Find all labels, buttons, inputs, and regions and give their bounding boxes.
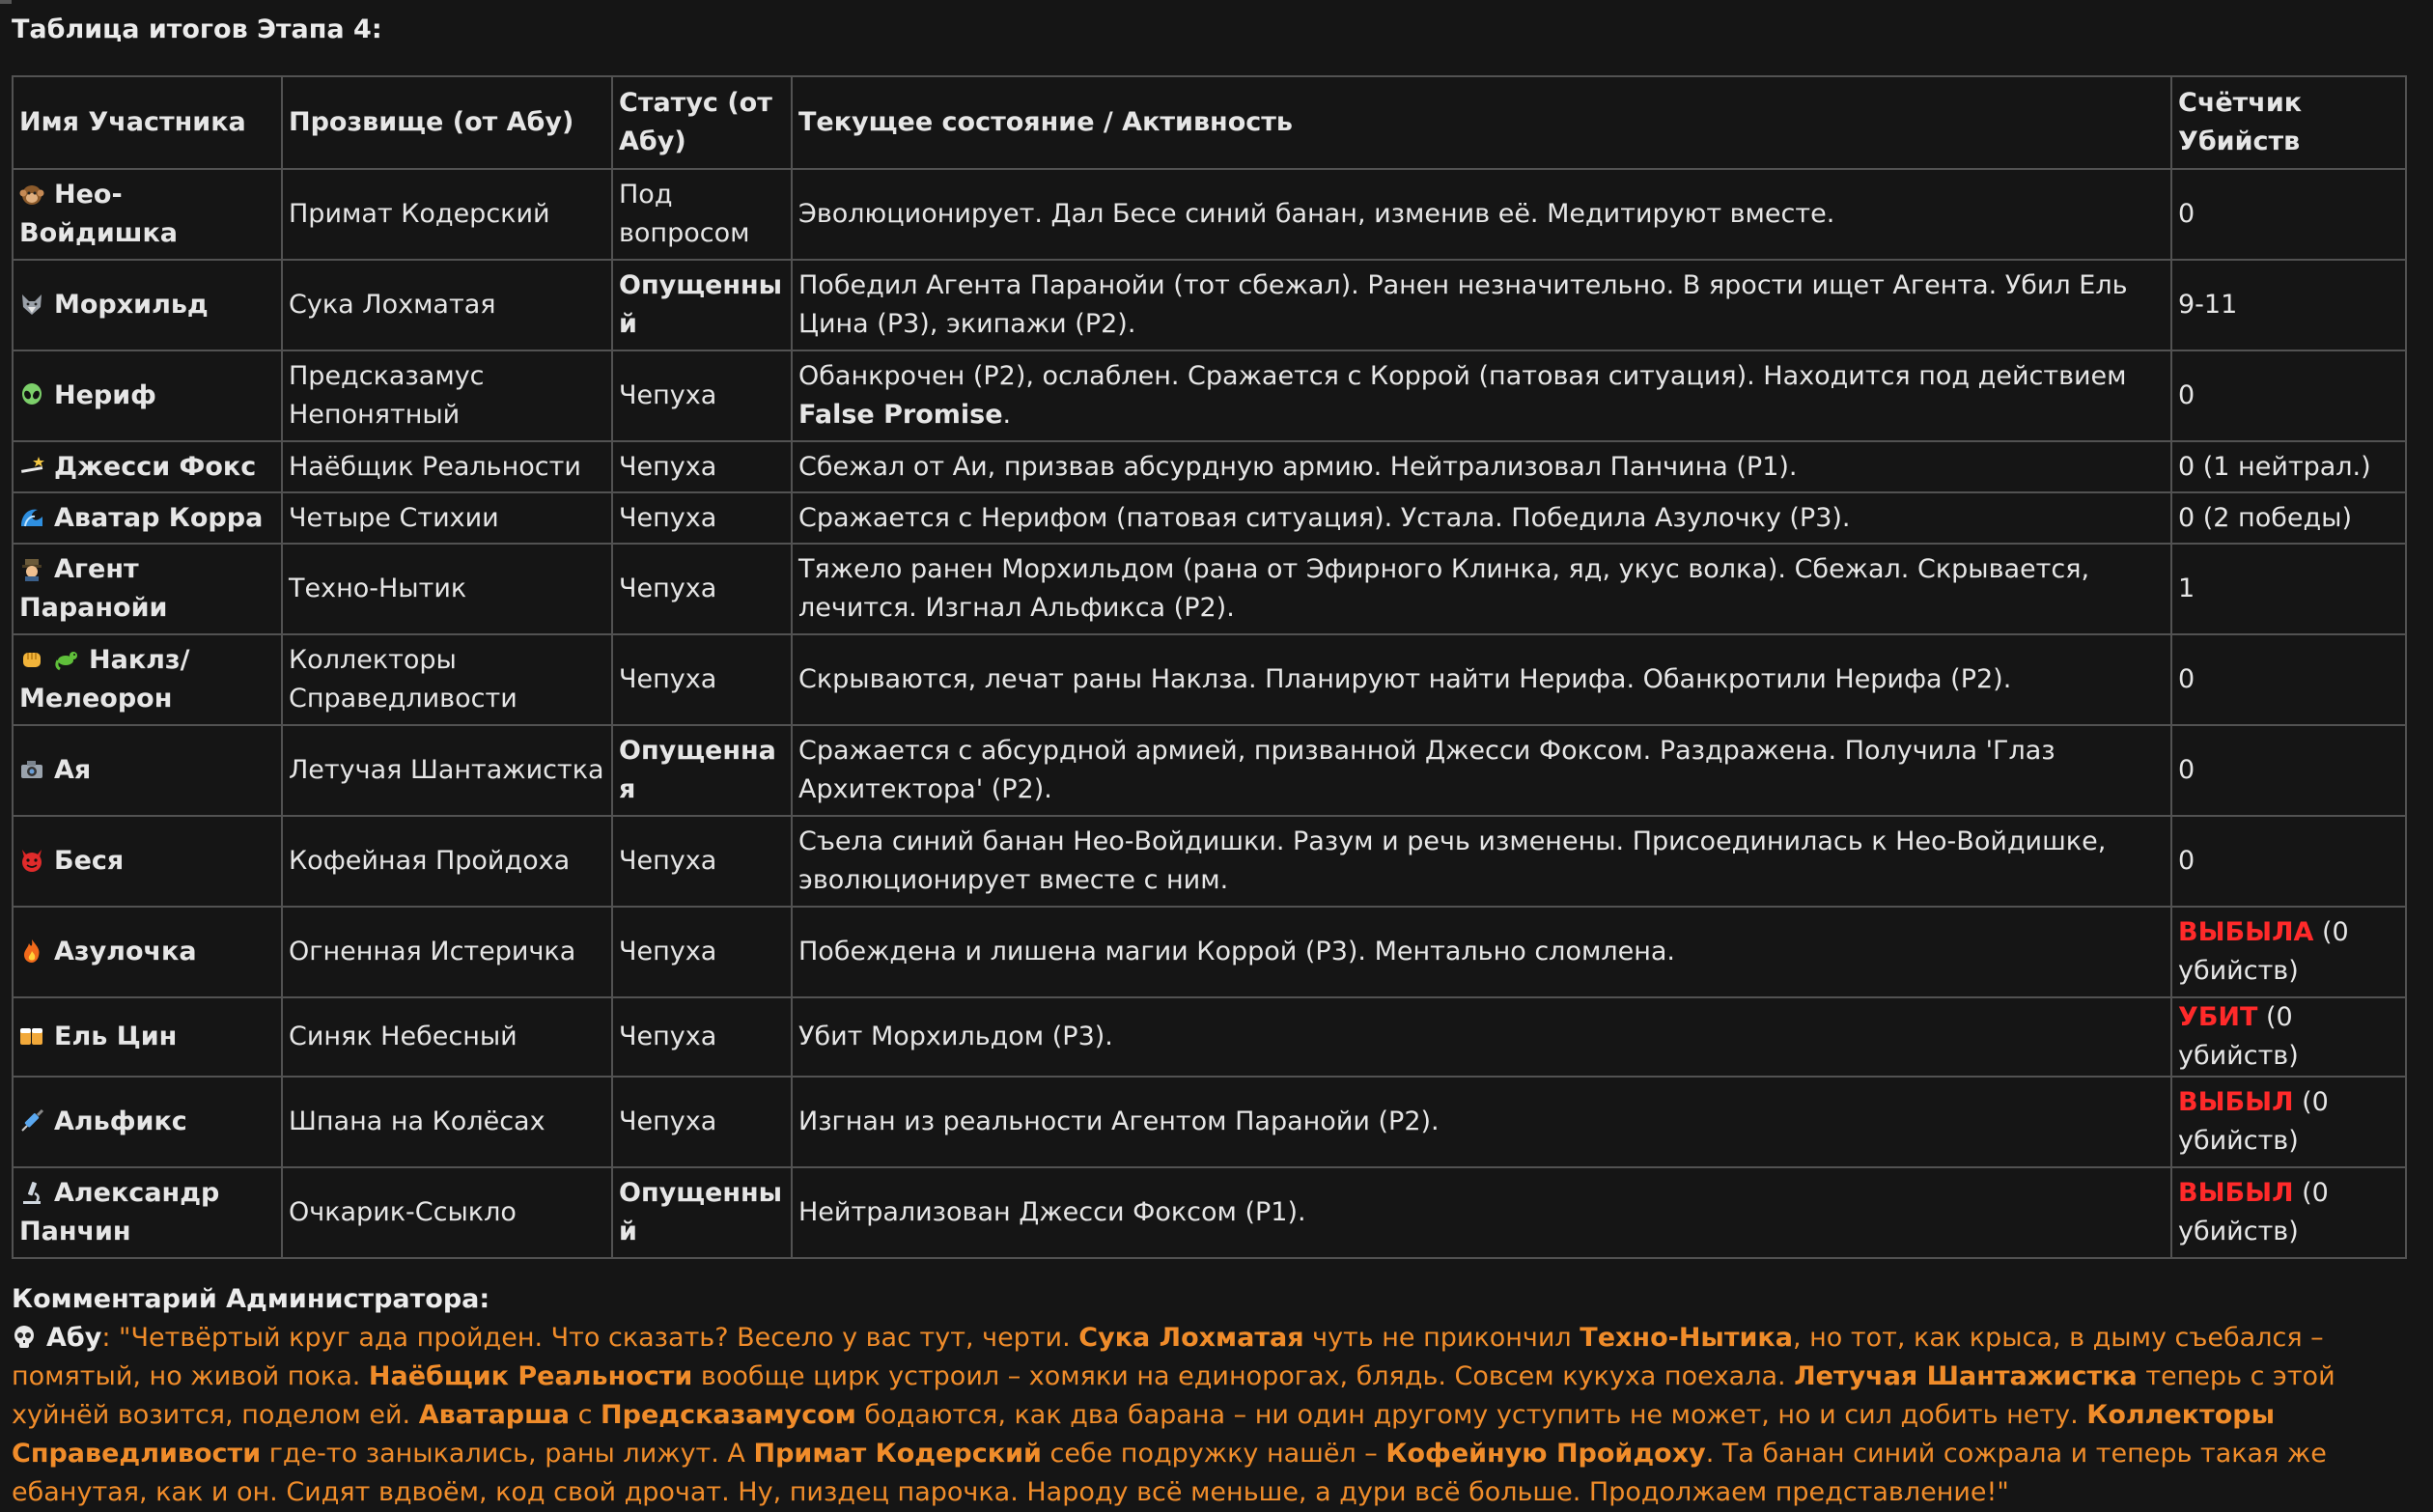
alien-icon	[19, 382, 44, 407]
beer-icon	[19, 1023, 44, 1049]
cell-nickname: Примат Кодерский	[282, 169, 612, 260]
cell-participant-name	[13, 634, 282, 725]
kill-count: (0 убийств)	[2178, 1002, 2299, 1071]
cell-kill-count: 0	[2171, 634, 2406, 725]
table-row	[13, 492, 2406, 544]
table-row	[13, 350, 2406, 441]
wolf-icon	[19, 292, 44, 317]
eliminated-label: УБИТ	[2178, 1002, 2258, 1032]
cell-participant-name	[13, 907, 282, 997]
table-row	[13, 997, 2406, 1077]
comment-highlight: Коллекторы Справедливости	[12, 1400, 2275, 1469]
cell-activity: Сражается с Нерифом (патовая ситуация). Устала. Победила Азулочку (Р3).	[792, 492, 2171, 544]
wand-icon	[19, 454, 44, 479]
detective-icon	[19, 556, 44, 581]
cell-status: Чепуха	[612, 544, 792, 634]
cell-activity: Скрываются, лечат раны Наклза. Планируют найти Нерифа. Обанкротили Нерифа (Р2).	[792, 634, 2171, 725]
participant-name: Беся	[54, 846, 125, 876]
table-heading: Таблица итогов Этапа 4:	[12, 14, 382, 44]
cell-kill-count	[2171, 997, 2406, 1077]
header-nickname: Прозвище (от Абу)	[282, 76, 612, 169]
comment-text: вообще цирк устроил – хомяки на единорогах, блядь. Совсем кукуха поехала.	[692, 1361, 1795, 1391]
comment-highlight: Летучая Шантажистка	[1794, 1361, 2138, 1391]
participant-name: Агент Паранойи	[19, 554, 168, 623]
cell-participant-name	[13, 544, 282, 634]
cell-activity: Убит Морхильдом (Р3).	[792, 997, 2171, 1077]
cell-nickname: Летучая Шантажистка	[282, 725, 612, 816]
activity-text-end: .	[1002, 400, 1012, 430]
cell-kill-count: 0	[2171, 816, 2406, 907]
cell-nickname: Шпана на Колёсах	[282, 1077, 612, 1167]
cell-kill-count: 1	[2171, 544, 2406, 634]
comment-title: Комментарий Администратора:	[12, 1284, 490, 1314]
cell-participant-name	[13, 1077, 282, 1167]
participant-name: Ель Цин	[54, 1022, 178, 1051]
table-row	[13, 1167, 2406, 1258]
cell-participant-name	[13, 350, 282, 441]
cell-activity: Сражается с абсурдной армией, призванной Джесси Фоксом. Раздражена. Получила 'Глаз Архитектора' (Р2).	[792, 725, 2171, 816]
cell-activity: Тяжело ранен Морхильдом (рана от Эфирного Клинка, яд, укус волка). Сбежал. Скрывается, лечится. Изгнал Альфикса (Р2).	[792, 544, 2171, 634]
cell-kill-count	[2171, 1077, 2406, 1167]
comment-text: , но тот, как крыса, в дыму съебался – помятый, но живой пока.	[12, 1323, 2324, 1391]
participant-name: Джесси Фокс	[54, 451, 257, 482]
comment-highlight: Аватарша	[418, 1400, 571, 1430]
cell-nickname: Четыре Стихии	[282, 492, 612, 544]
cell-kill-count	[2171, 1167, 2406, 1258]
cell-participant-name	[13, 169, 282, 260]
header-kills: Счётчик Убийств	[2171, 76, 2406, 169]
chat-message	[12, 0, 2416, 1512]
comment-highlight: Наёбщик Реальности	[368, 1361, 693, 1391]
eliminated-label: ВЫБЫЛ	[2178, 1178, 2294, 1208]
comment-highlight: Техно-Нытика	[1580, 1323, 1793, 1353]
kill-count: (0 убийств)	[2178, 1178, 2329, 1246]
table-row	[13, 1077, 2406, 1167]
cell-nickname: Коллекторы Справедливости	[282, 634, 612, 725]
monkey-icon	[19, 182, 44, 207]
cell-activity: Изгнан из реальности Агентом Паранойи (Р2).	[792, 1077, 2171, 1167]
cell-status: Чепуха	[612, 1077, 792, 1167]
comment-text: бодаются, как два барана – ни один другому уступить не может, но и сил добить нету.	[855, 1400, 2087, 1430]
activity-bold-text: False Promise	[798, 400, 1003, 430]
cell-nickname: Предсказамус Непонятный	[282, 350, 612, 441]
cell-nickname: Сука Лохматая	[282, 260, 612, 350]
comment-text: теперь с этой хуйнёй возится, поделом ей.	[12, 1361, 2335, 1430]
cell-kill-count: 9-11	[2171, 260, 2406, 350]
cell-kill-count: 0	[2171, 725, 2406, 816]
wave-icon	[19, 505, 44, 530]
cell-activity: Побеждена и лишена магии Коррой (Р3). Ментально сломлена.	[792, 907, 2171, 997]
table-header-row	[13, 76, 2406, 169]
table-row	[13, 441, 2406, 492]
table-row	[13, 169, 2406, 260]
participant-name: Аватар Корра	[54, 502, 264, 533]
microscope-icon	[19, 1180, 44, 1205]
cell-status: Чепуха	[612, 634, 792, 725]
table-row	[13, 816, 2406, 907]
lizard-icon	[54, 647, 79, 672]
camera-icon	[19, 757, 44, 782]
comment-text: себе подружку нашёл –	[1041, 1439, 1386, 1469]
cell-status: Под вопросом	[612, 169, 792, 260]
devil-icon	[19, 848, 44, 873]
results-table	[12, 75, 2407, 1259]
cell-participant-name	[13, 725, 282, 816]
participant-name: Нео-Войдишка	[19, 180, 178, 248]
cell-activity	[792, 350, 2171, 441]
table-row	[13, 725, 2406, 816]
participant-name: Наклз/ Мелеорон	[19, 645, 190, 714]
participant-name: Азулочка	[54, 937, 197, 966]
cell-status: Опущенный	[612, 1167, 792, 1258]
comment-text: где-то заныкались, раны лижут. А	[261, 1439, 754, 1469]
cell-activity: Победил Агента Паранойи (тот сбежал). Ранен незначительно. В ярости ищет Агента. Убил Ель Цина (Р3), экипажи (Р2).	[792, 260, 2171, 350]
syringe-icon	[19, 1108, 44, 1134]
cell-nickname: Наёбщик Реальности	[282, 441, 612, 492]
table-row	[13, 907, 2406, 997]
participant-name: Александр Панчин	[19, 1178, 220, 1246]
cell-participant-name	[13, 441, 282, 492]
comment-body	[12, 1319, 2396, 1512]
header-activity: Текущее состояние / Активность	[792, 76, 2171, 169]
header-status: Статус (от Абу)	[612, 76, 792, 169]
participant-name: Ая	[54, 755, 92, 785]
cell-status: Чепуха	[612, 350, 792, 441]
participant-name: Морхильд	[54, 290, 209, 320]
cell-participant-name	[13, 816, 282, 907]
cell-activity: Эволюционирует. Дал Бесе синий банан, изменив её. Медитируют вместе.	[792, 169, 2171, 260]
header-name: Имя Участника	[13, 76, 282, 169]
table-row	[13, 634, 2406, 725]
cell-participant-name	[13, 1167, 282, 1258]
cell-kill-count: 0	[2171, 169, 2406, 260]
participant-name: Нериф	[54, 380, 156, 410]
cell-nickname: Очкарик-Ссыкло	[282, 1167, 612, 1258]
cell-status: Чепуха	[612, 492, 792, 544]
comment-highlight: Предсказамусом	[601, 1400, 856, 1430]
comment-highlight: Сука Лохматая	[1078, 1323, 1304, 1353]
kill-count: (0 убийств)	[2178, 1087, 2329, 1156]
fire-icon	[19, 938, 44, 964]
cell-nickname: Огненная Истеричка	[282, 907, 612, 997]
cell-activity: Съела синий банан Нео-Войдишки. Разум и речь изменены. Присоединилась к Нео-Войдишке, эволюционирует вместе с ним.	[792, 816, 2171, 907]
cell-participant-name	[13, 260, 282, 350]
comment-text: с	[570, 1400, 601, 1430]
table-row	[13, 260, 2406, 350]
table-row	[13, 544, 2406, 634]
participant-name: Альфикс	[54, 1106, 187, 1136]
cell-status: Чепуха	[612, 907, 792, 997]
cell-kill-count	[2171, 907, 2406, 997]
comment-text: : "Четвёртый круг ада пройден. Что сказать? Весело у вас тут, черти.	[101, 1323, 1079, 1353]
skull-icon	[12, 1325, 37, 1350]
cell-status: Опущенная	[612, 725, 792, 816]
cell-nickname: Кофейная Пройдоха	[282, 816, 612, 907]
cell-kill-count: 0 (2 победы)	[2171, 492, 2406, 544]
fist-icon	[19, 647, 44, 672]
admin-comment	[12, 1280, 2396, 1512]
cell-nickname: Техно-Нытик	[282, 544, 612, 634]
cell-kill-count: 0 (1 нейтрал.)	[2171, 441, 2406, 492]
cell-participant-name	[13, 492, 282, 544]
cell-activity: Нейтрализован Джесси Фоксом (Р1).	[792, 1167, 2171, 1258]
cell-activity: Сбежал от Аи, призвав абсурдную армию. Нейтрализовал Панчина (Р1).	[792, 441, 2171, 492]
cell-participant-name	[13, 997, 282, 1077]
comment-text: . Та банан синий сожрала и теперь такая же ебанутая, как и он. Сидят вдвоём, код свой дрочат. Ну, пиздец парочка. Народу всё меньше, а дури всё больше. Продолжаем представление!"	[12, 1439, 2327, 1507]
comment-text: чуть не прикончил	[1303, 1323, 1580, 1353]
activity-text: Обанкрочен (Р2), ослаблен. Сражается с Коррой (патовая ситуация). Находится под действием	[798, 361, 2127, 391]
top-edge-divider	[0, 0, 12, 4]
kill-count: (0 убийств)	[2178, 917, 2349, 986]
comment-author: Абу	[46, 1323, 102, 1353]
eliminated-label: ВЫБЫЛ	[2178, 1087, 2294, 1117]
cell-kill-count: 0	[2171, 350, 2406, 441]
cell-status: Чепуха	[612, 816, 792, 907]
comment-highlight: Примат Кодерский	[753, 1439, 1042, 1469]
eliminated-label: ВЫБЫЛА	[2178, 917, 2314, 947]
cell-status: Чепуха	[612, 441, 792, 492]
cell-status: Опущенный	[612, 260, 792, 350]
cell-nickname: Синяк Небесный	[282, 997, 612, 1077]
cell-status: Чепуха	[612, 997, 792, 1077]
comment-highlight: Кофейную Пройдоху	[1385, 1439, 1706, 1469]
